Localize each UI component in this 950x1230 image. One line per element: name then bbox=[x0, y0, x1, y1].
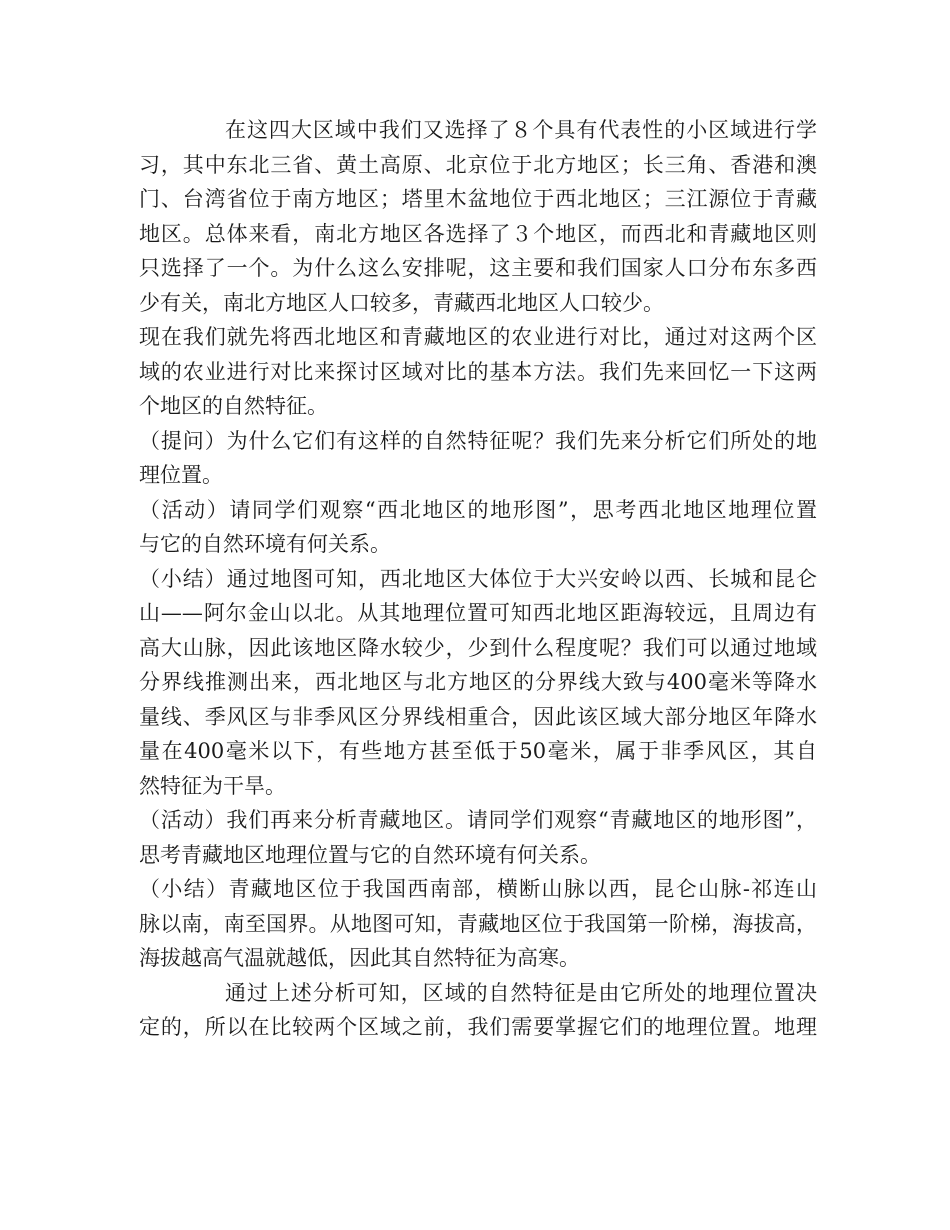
text-line: 然特征为干旱。 bbox=[139, 773, 286, 798]
text-line: 量线、季风区与非季风区分界线相重合，因此该区域大部分地区年降水 bbox=[139, 704, 817, 729]
text-line: 只选择了一个。为什么这么安排呢，这主要和我们国家人口分布东多西 bbox=[139, 256, 817, 280]
text-line: 地区。总体来看，南北方地区各选择了３个地区，而西北和青藏地区则 bbox=[139, 221, 817, 246]
text-line: （小结）通过地图可知，西北地区大体位于大兴安岭以西、长城和昆仑 bbox=[139, 566, 817, 591]
text-line: 山——阿尔金山以北。从其地理位置可知西北地区距海较远，且周边有 bbox=[139, 601, 817, 625]
text-line: 少有关，南北方地区人口较多，青藏西北地区人口较少。 bbox=[139, 290, 664, 315]
text-line: （提问）为什么它们有这样的自然特征呢？我们先来分析它们所处的地 bbox=[139, 428, 817, 453]
text-line: 思考青藏地区地理位置与它的自然环境有何关系。 bbox=[139, 842, 601, 867]
document-page bbox=[139, 113, 817, 1045]
text-line: 现在我们就先将西北地区和青藏地区的农业进行对比，通过对这两个区 bbox=[139, 325, 817, 349]
text-line: 在这四大区域中我们又选择了８个具有代表性的小区域进行学 bbox=[225, 118, 817, 142]
text-line: 量在400毫米以下，有些地方甚至低于50毫米，属于非季风区，其自 bbox=[139, 739, 817, 763]
text-line: （活动）请同学们观察“西北地区的地形图”，思考西北地区地理位置 bbox=[139, 497, 817, 522]
text-line: 定的，所以在比较两个区域之前，我们需要掌握它们的地理位置。地理 bbox=[139, 1015, 817, 1039]
text-line: 高大山脉，因此该地区降水较少，少到什么程度呢？我们可以通过地域 bbox=[139, 635, 817, 660]
text-line: 理位置。 bbox=[139, 463, 223, 487]
text-line: 习，其中东北三省、黄土高原、北京位于北方地区；长三角、香港和澳 bbox=[139, 152, 817, 177]
text-line: 与它的自然环境有何关系。 bbox=[139, 532, 391, 556]
text-line: 脉以南，南至国界。从地图可知，青藏地区位于我国第一阶梯，海拔高， bbox=[139, 911, 817, 936]
text-line: 个地区的自然特征。 bbox=[139, 394, 328, 418]
text-line: 海拔越高气温就越低，因此其自然特征为高寒。 bbox=[139, 946, 580, 970]
text-line: （活动）我们再来分析青藏地区。请同学们观察“青藏地区的地形图”， bbox=[139, 808, 817, 832]
text-line: 分界线推测出来，西北地区与北方地区的分界线大致与400毫米等降水 bbox=[139, 670, 817, 694]
text-line: 通过上述分析可知，区域的自然特征是由它所处的地理位置决 bbox=[225, 980, 817, 1005]
text-line: （小结）青藏地区位于我国西南部，横断山脉以西，昆仑山脉-祁连山 bbox=[139, 877, 817, 901]
text-line: 门、台湾省位于南方地区；塔里木盆地位于西北地区；三江源位于青藏 bbox=[139, 187, 817, 211]
text-line: 域的农业进行对比来探讨区域对比的基本方法。我们先来回忆一下这两 bbox=[139, 359, 817, 384]
